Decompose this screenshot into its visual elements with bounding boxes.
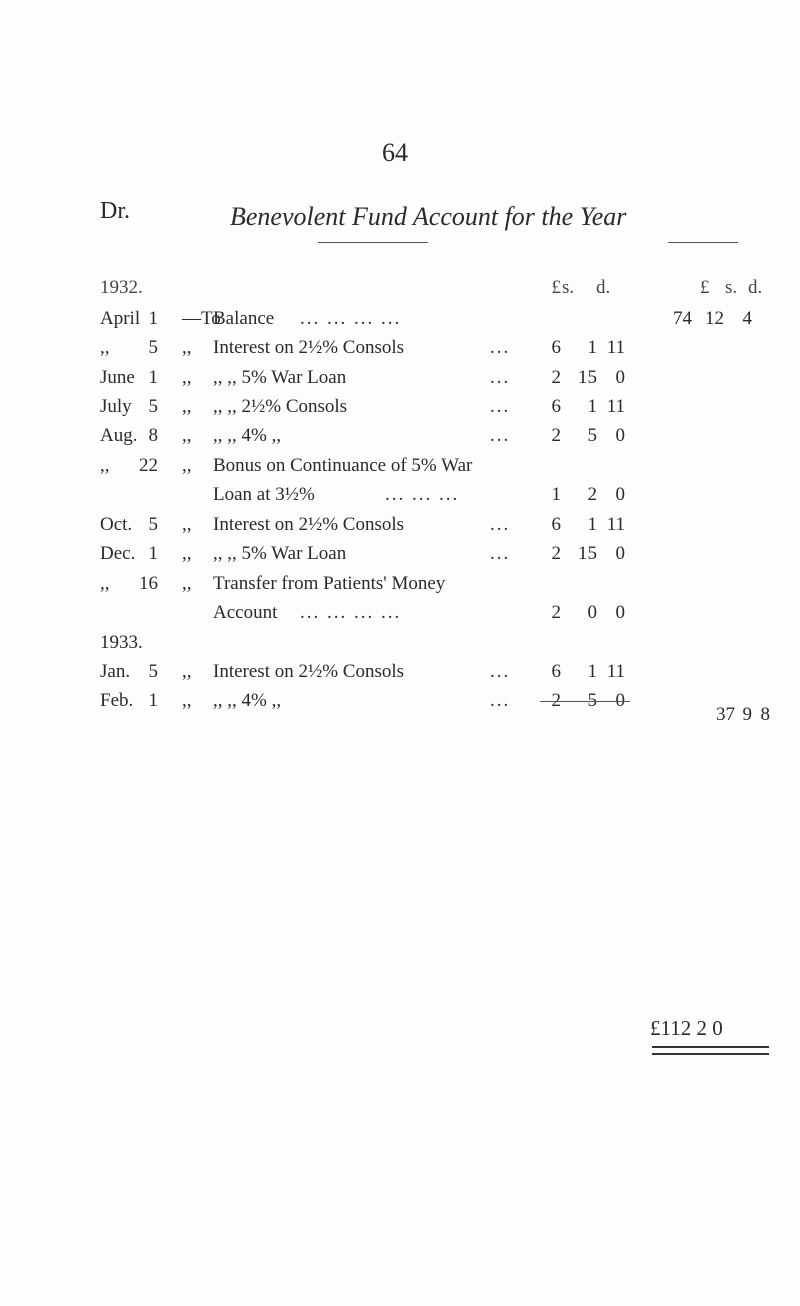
entry-pence: 11 <box>606 337 625 358</box>
entry-leader-dots: ... <box>490 425 511 446</box>
entry-pounds: 1 <box>551 484 561 505</box>
title-underline <box>318 242 428 243</box>
entry-shillings: 1 <box>587 337 597 358</box>
entry-shillings: 1 <box>587 396 597 417</box>
entry-description: Loan at 3½% <box>213 484 315 505</box>
entry-day: 1 <box>148 543 158 564</box>
entry-shillings: 5 <box>587 425 597 446</box>
entry-month: Jan. <box>100 661 131 682</box>
entry-pounds: 2 <box>551 602 561 623</box>
total-double-rule <box>652 1046 769 1055</box>
entry-pence: 0 <box>615 484 625 505</box>
entry-day: 8 <box>148 425 158 446</box>
entry-pounds: 6 <box>551 514 561 535</box>
subtotal-pence: 8 <box>760 704 770 725</box>
entry-leader-dots: ... ... ... ... <box>300 308 402 329</box>
entry-description: Transfer from Patients' Money <box>213 573 446 594</box>
entry-shillings: 1 <box>587 661 597 682</box>
entry-month: 1933. <box>100 632 143 653</box>
entry-month: Dec. <box>100 543 136 564</box>
pounds-heading-2: £ <box>700 277 710 298</box>
entry-pence: 11 <box>606 514 625 535</box>
ledger-row <box>0 337 800 367</box>
shillings-heading: s. <box>562 277 575 298</box>
entry-to: ,, <box>182 514 192 535</box>
entry-to: ,, <box>182 661 192 682</box>
header-row <box>0 277 800 307</box>
entry-to: ,, <box>182 337 192 358</box>
subtotal-pounds: 37 <box>716 704 735 725</box>
entry-leader-dots: ... ... ... <box>385 484 460 505</box>
balance-shillings: 12 <box>705 308 724 329</box>
ledger-row <box>0 425 800 455</box>
entry-description: ,, ,, 5% War Loan <box>213 367 347 388</box>
pence-heading-2: d. <box>748 277 763 298</box>
entry-month: April <box>100 308 141 329</box>
entry-day: 5 <box>148 396 158 417</box>
entry-day: 16 <box>139 573 158 594</box>
ledger-row <box>0 484 800 514</box>
entry-month: July <box>100 396 132 417</box>
entry-leader-dots: ... <box>490 543 511 564</box>
entry-pounds: 2 <box>551 367 561 388</box>
entry-leader-dots: ... <box>490 367 511 388</box>
entry-leader-dots: ... <box>490 514 511 535</box>
entry-leader-dots: ... <box>490 396 511 417</box>
ledger-row <box>0 602 800 632</box>
entry-pence: 11 <box>606 661 625 682</box>
ledger-row <box>0 543 800 573</box>
entry-pounds: 6 <box>551 337 561 358</box>
entry-description: Bonus on Continuance of 5% War <box>213 455 473 476</box>
entry-pence: 11 <box>606 396 625 417</box>
entry-to: ,, <box>182 455 192 476</box>
entry-leader-dots: ... <box>490 661 511 682</box>
entry-description: ,, ,, 2½% Consols <box>213 396 348 417</box>
ledger-row <box>0 661 800 691</box>
entry-description: ,, ,, 4% ,, <box>213 690 282 711</box>
subtotal-shillings: 9 <box>742 704 752 725</box>
entry-month: Oct. <box>100 514 133 535</box>
page-number: 64 <box>382 138 408 167</box>
subtotal-row <box>0 704 800 734</box>
entry-leader-dots: ... <box>490 337 511 358</box>
entry-day: 5 <box>148 661 158 682</box>
entry-pounds: 2 <box>551 425 561 446</box>
entry-leader-dots: ... <box>490 690 511 711</box>
entry-to: ,, <box>182 573 192 594</box>
shillings-heading-2: s. <box>725 277 738 298</box>
entry-day: 1 <box>148 690 158 711</box>
entry-day: 1 <box>148 308 158 329</box>
entry-description: Account <box>213 602 278 623</box>
entry-shillings: 0 <box>587 602 597 623</box>
grand-total: £112 2 0 <box>650 1016 723 1040</box>
title-rule-right <box>668 242 738 243</box>
entry-day: 5 <box>148 337 158 358</box>
entry-month: ,, <box>100 573 110 594</box>
entry-description: Interest on 2½% Consols <box>213 661 405 682</box>
entry-pence: 0 <box>615 425 625 446</box>
debit-label: Dr. <box>100 198 130 224</box>
entry-pounds: 6 <box>551 396 561 417</box>
entry-to: ,, <box>182 425 192 446</box>
subtotal-rule <box>540 701 630 702</box>
ledger-row <box>0 573 800 603</box>
entry-shillings: 15 <box>578 543 597 564</box>
balance-pounds: 74 <box>673 308 692 329</box>
balance-pence: 4 <box>742 308 752 329</box>
entry-month: Feb. <box>100 690 134 711</box>
pounds-heading: £ <box>551 277 561 298</box>
ledger-row <box>0 367 800 397</box>
entry-pence: 0 <box>615 367 625 388</box>
page-title: Benevolent Fund Account for the Year <box>230 202 627 231</box>
entry-description: Balance <box>213 308 275 329</box>
entry-pence: 0 <box>615 543 625 564</box>
entry-shillings: 1 <box>587 514 597 535</box>
entry-month: ,, <box>100 455 110 476</box>
entry-pounds: 2 <box>551 543 561 564</box>
entry-shillings: 2 <box>587 484 597 505</box>
entry-description: ,, ,, 5% War Loan <box>213 543 347 564</box>
ledger-row <box>0 632 800 662</box>
entry-day: 22 <box>139 455 158 476</box>
ledger-row <box>0 396 800 426</box>
entry-description: Interest on 2½% Consols <box>213 514 405 535</box>
entry-description: ,, ,, 4% ,, <box>213 425 282 446</box>
pence-heading: d. <box>596 277 611 298</box>
entry-to: ,, <box>182 396 192 417</box>
entry-to: ,, <box>182 543 192 564</box>
entry-month: ,, <box>100 337 110 358</box>
ledger-row <box>0 455 800 485</box>
entry-pence: 0 <box>615 602 625 623</box>
entry-month: June <box>100 367 135 388</box>
entry-to: —To <box>182 308 221 329</box>
entry-shillings: 15 <box>578 367 597 388</box>
entry-pounds: 6 <box>551 661 561 682</box>
entry-to: ,, <box>182 690 192 711</box>
entry-to: ,, <box>182 367 192 388</box>
entry-day: 5 <box>148 514 158 535</box>
entry-description: Interest on 2½% Consols <box>213 337 405 358</box>
entry-month: Aug. <box>100 425 138 446</box>
ledger-row <box>0 514 800 544</box>
entry-leader-dots: ... ... ... ... <box>300 602 402 623</box>
ledger-row <box>0 308 800 338</box>
entry-day: 1 <box>148 367 158 388</box>
year-heading: 1932. <box>100 277 143 298</box>
